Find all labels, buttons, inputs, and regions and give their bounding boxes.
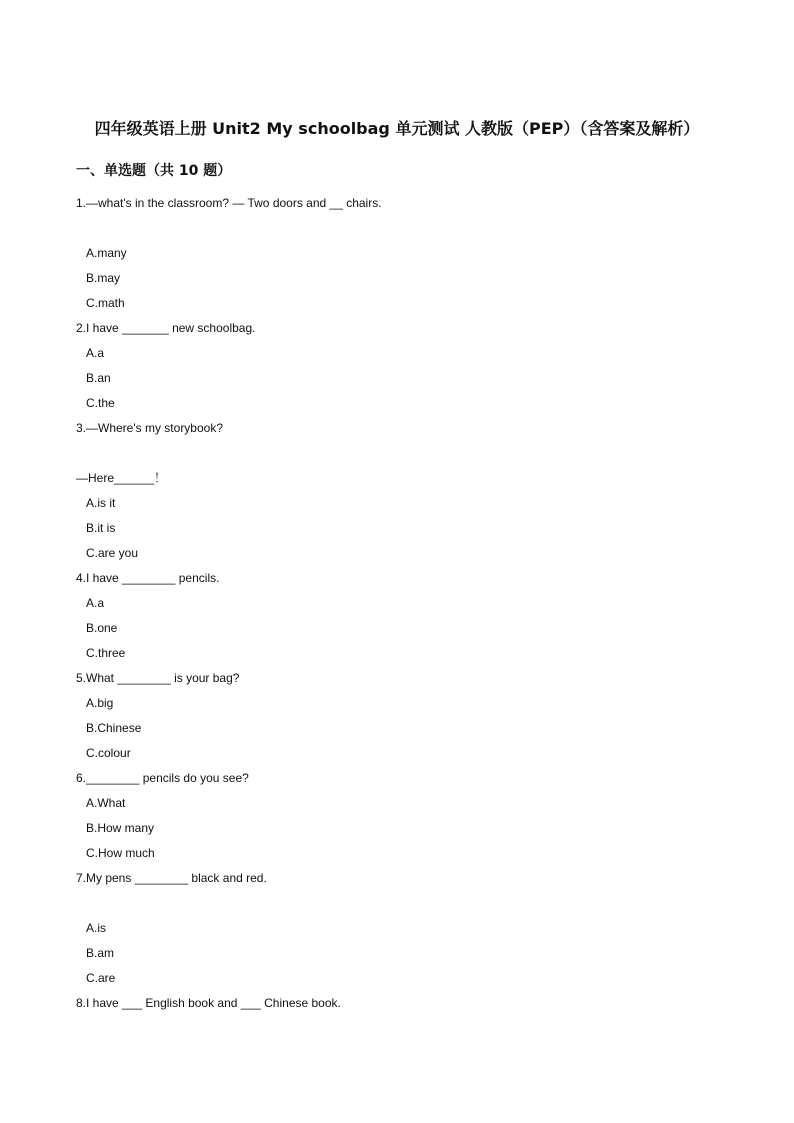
answer-option: C.the — [86, 396, 115, 410]
answer-option: C.are you — [86, 546, 139, 560]
question-stem: 5.What ________ is your bag? — [76, 671, 240, 685]
question-stem: 7.My pens ________ black and red. — [76, 871, 267, 885]
answer-option: A.big — [86, 696, 114, 710]
question-stem: 4.I have ________ pencils. — [76, 571, 220, 585]
question-8 — [0, 991, 794, 1016]
question-3 — [0, 416, 794, 566]
question-list — [0, 191, 794, 1016]
question-stem: 8.I have ___ English book and ___ Chinese book. — [76, 996, 341, 1010]
answer-option: A.What — [86, 796, 126, 810]
blank-spacer — [0, 891, 794, 916]
question-stem: —Here______！ — [76, 471, 167, 485]
question-stem: 1.—what's in the classroom? — Two doors and __ chairs. — [76, 196, 382, 210]
answer-option: A.a — [86, 596, 105, 610]
answer-option: C.three — [86, 646, 126, 660]
answer-option: A.is — [86, 921, 107, 935]
answer-option: C.How much — [86, 846, 155, 860]
answer-option: C.math — [86, 296, 125, 310]
question-7 — [0, 866, 794, 991]
answer-option: B.Chinese — [86, 721, 142, 735]
document-title: 四年级英语上册 Unit2 My schoolbag 单元测试 人教版（PEP）（含答案及解析） — [94, 119, 700, 138]
question-5 — [0, 666, 794, 766]
answer-option: B.may — [86, 271, 121, 285]
answer-option: C.colour — [86, 746, 131, 760]
question-2 — [0, 316, 794, 416]
answer-option: B.How many — [86, 821, 155, 835]
question-stem: 3.—Where's my storybook? — [76, 421, 224, 435]
answer-option: A.a — [86, 346, 105, 360]
blank-spacer — [0, 216, 794, 241]
question-stem — [0, 441, 794, 466]
question-stem: 2.I have _______ new schoolbag. — [76, 321, 256, 335]
question-1 — [0, 191, 794, 316]
answer-option: B.one — [86, 621, 118, 635]
answer-option: A.is it — [86, 496, 116, 510]
section-title: 一、单选题（共 10 题） — [76, 163, 232, 179]
answer-option: B.an — [86, 371, 111, 385]
answer-option: B.it is — [86, 521, 116, 535]
answer-option: C.are — [86, 971, 116, 985]
answer-option: B.am — [86, 946, 115, 960]
question-6 — [0, 766, 794, 866]
question-4 — [0, 566, 794, 666]
question-stem: 6.________ pencils do you see? — [76, 771, 249, 785]
answer-option: A.many — [86, 246, 127, 260]
